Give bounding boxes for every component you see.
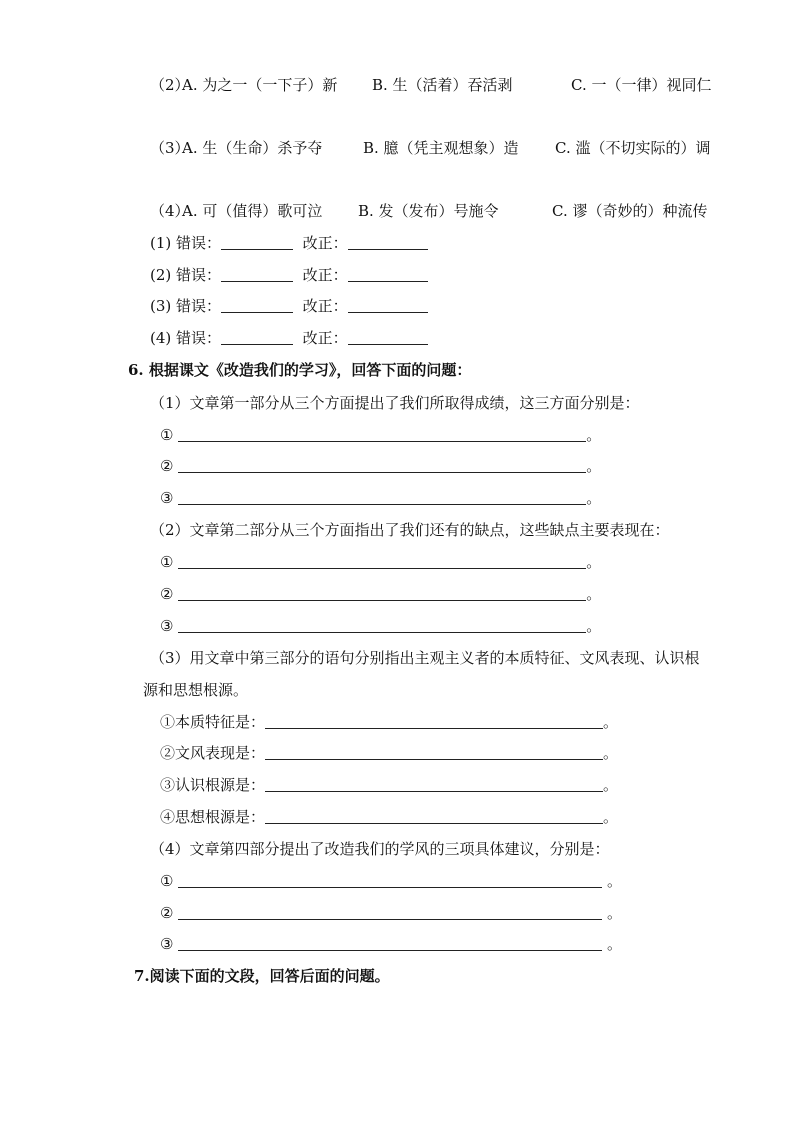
q5-option-num: （2） [150, 76, 190, 94]
answer-blank[interactable] [265, 776, 603, 792]
item-label: ③认识根源是： [160, 776, 266, 794]
fix-blank[interactable] [348, 234, 428, 250]
error-label: 错误： [176, 329, 222, 347]
fix-label: 改正： [302, 297, 348, 315]
fix-blank[interactable] [348, 329, 428, 345]
circled-num: ① [160, 553, 174, 571]
error-label: 错误： [176, 297, 222, 315]
period: 。 [586, 426, 602, 444]
q6-sub4: （4）文章第四部分提出了改造我们的学风的三项具体建议，分别是： [150, 840, 610, 858]
answer-blank[interactable] [178, 617, 586, 633]
q6-sub1-line-3 [160, 488, 601, 508]
answer-blank[interactable] [178, 904, 602, 920]
q5-option-a: A. 为之一（一下子）新 [182, 76, 338, 94]
answer-blank[interactable] [178, 872, 602, 888]
period: 。 [586, 457, 602, 475]
circled-num: ② [160, 904, 174, 922]
q5-option-num: （4） [150, 202, 190, 220]
period: 。 [586, 553, 602, 571]
circled-num: ① [160, 872, 174, 890]
q6-sub1-line-1 [160, 425, 601, 445]
q5-answer-row-3 [150, 296, 428, 316]
q6-sub4-line-2 [160, 903, 622, 923]
answer-num: (1) [150, 234, 172, 252]
q5-option-a: A. 可（值得）歌可泣 [182, 202, 323, 220]
error-blank[interactable] [221, 297, 293, 313]
item-label: ①本质特征是： [160, 713, 266, 731]
answer-blank[interactable] [178, 585, 586, 601]
q6-sub1: （1）文章第一部分从三个方面提出了我们所取得成绩，这三方面分别是： [150, 394, 640, 412]
q5-answer-row-4 [150, 328, 428, 348]
item-label: ②文风表现是： [160, 744, 266, 762]
period: 。 [586, 489, 602, 507]
period: 。 [607, 935, 623, 953]
circled-num: ② [160, 457, 174, 475]
error-label: 错误： [176, 266, 222, 284]
fix-label: 改正： [302, 266, 348, 284]
answer-blank[interactable] [265, 808, 603, 824]
period: 。 [603, 713, 619, 731]
q5-option-row-3 [150, 138, 750, 158]
q6-sub3-item-4 [160, 807, 618, 827]
period: 。 [603, 744, 619, 762]
fix-label: 改正： [302, 234, 348, 252]
q6-sub4-line-1 [160, 871, 622, 891]
error-blank[interactable] [221, 266, 293, 282]
q6-sub3-item-1 [160, 712, 618, 732]
q5-option-b: B. 生（活着）吞活剥 [372, 76, 513, 94]
q5-option-c: C. 谬（奇妙的）种流传 [552, 202, 708, 220]
period: 。 [607, 904, 623, 922]
q5-option-b: B. 臆（凭主观想象）造 [363, 139, 519, 157]
answer-blank[interactable] [178, 457, 586, 473]
error-label: 错误： [176, 234, 222, 252]
q5-option-row-4 [150, 201, 750, 221]
q6-sub2-line-1 [160, 552, 601, 572]
period: 。 [586, 585, 602, 603]
circled-num: ③ [160, 935, 174, 953]
q5-option-a: A. 生（生命）杀予夺 [182, 139, 323, 157]
answer-blank[interactable] [178, 426, 586, 442]
q5-option-c: C. 滥（不切实际的）调 [555, 139, 711, 157]
fix-blank[interactable] [348, 297, 428, 313]
q5-option-c: C. 一（一律）视同仁 [571, 76, 712, 94]
circled-num: ① [160, 426, 174, 444]
fix-label: 改正： [302, 329, 348, 347]
period: 。 [603, 808, 619, 826]
q5-answer-row-2 [150, 265, 428, 285]
q6-sub2-line-3 [160, 616, 601, 636]
answer-blank[interactable] [265, 744, 603, 760]
period: 。 [603, 776, 619, 794]
answer-num: (3) [150, 297, 172, 315]
answer-blank[interactable] [178, 553, 586, 569]
q6-sub3-item-2 [160, 743, 618, 763]
circled-num: ③ [160, 617, 174, 635]
error-blank[interactable] [221, 234, 293, 250]
q5-option-b: B. 发（发布）号施令 [358, 202, 499, 220]
q6-title: 6. 根据课文《改造我们的学习》，回答下面的问题： [128, 361, 472, 379]
q6-sub2-line-2 [160, 584, 601, 604]
item-label: ④思想根源是： [160, 808, 266, 826]
q5-option-num: （3） [150, 139, 190, 157]
answer-num: (2) [150, 266, 172, 284]
circled-num: ③ [160, 489, 174, 507]
fix-blank[interactable] [348, 266, 428, 282]
answer-blank[interactable] [178, 489, 586, 505]
q7-title: 7.阅读下面的文段，回答后面的问题。 [134, 967, 390, 985]
answer-blank[interactable] [265, 713, 603, 729]
q6-sub2: （2）文章第二部分从三个方面指出了我们还有的缺点，这些缺点主要表现在： [150, 521, 670, 539]
q6-sub3-item-3 [160, 775, 618, 795]
q5-answer-row-1 [150, 233, 428, 253]
period: 。 [607, 872, 623, 890]
period: 。 [586, 617, 602, 635]
q6-sub3-line2: 源和思想根源。 [143, 681, 249, 699]
error-blank[interactable] [221, 329, 293, 345]
circled-num: ② [160, 585, 174, 603]
q5-option-row-2 [150, 75, 750, 95]
q6-sub4-line-3 [160, 934, 622, 954]
answer-blank[interactable] [178, 935, 602, 951]
answer-num: (4) [150, 329, 172, 347]
q6-sub1-line-2 [160, 456, 601, 476]
q6-sub3-line1: （3）用文章中第三部分的语句分别指出主观主义者的本质特征、文风表现、认识根 [150, 649, 700, 667]
